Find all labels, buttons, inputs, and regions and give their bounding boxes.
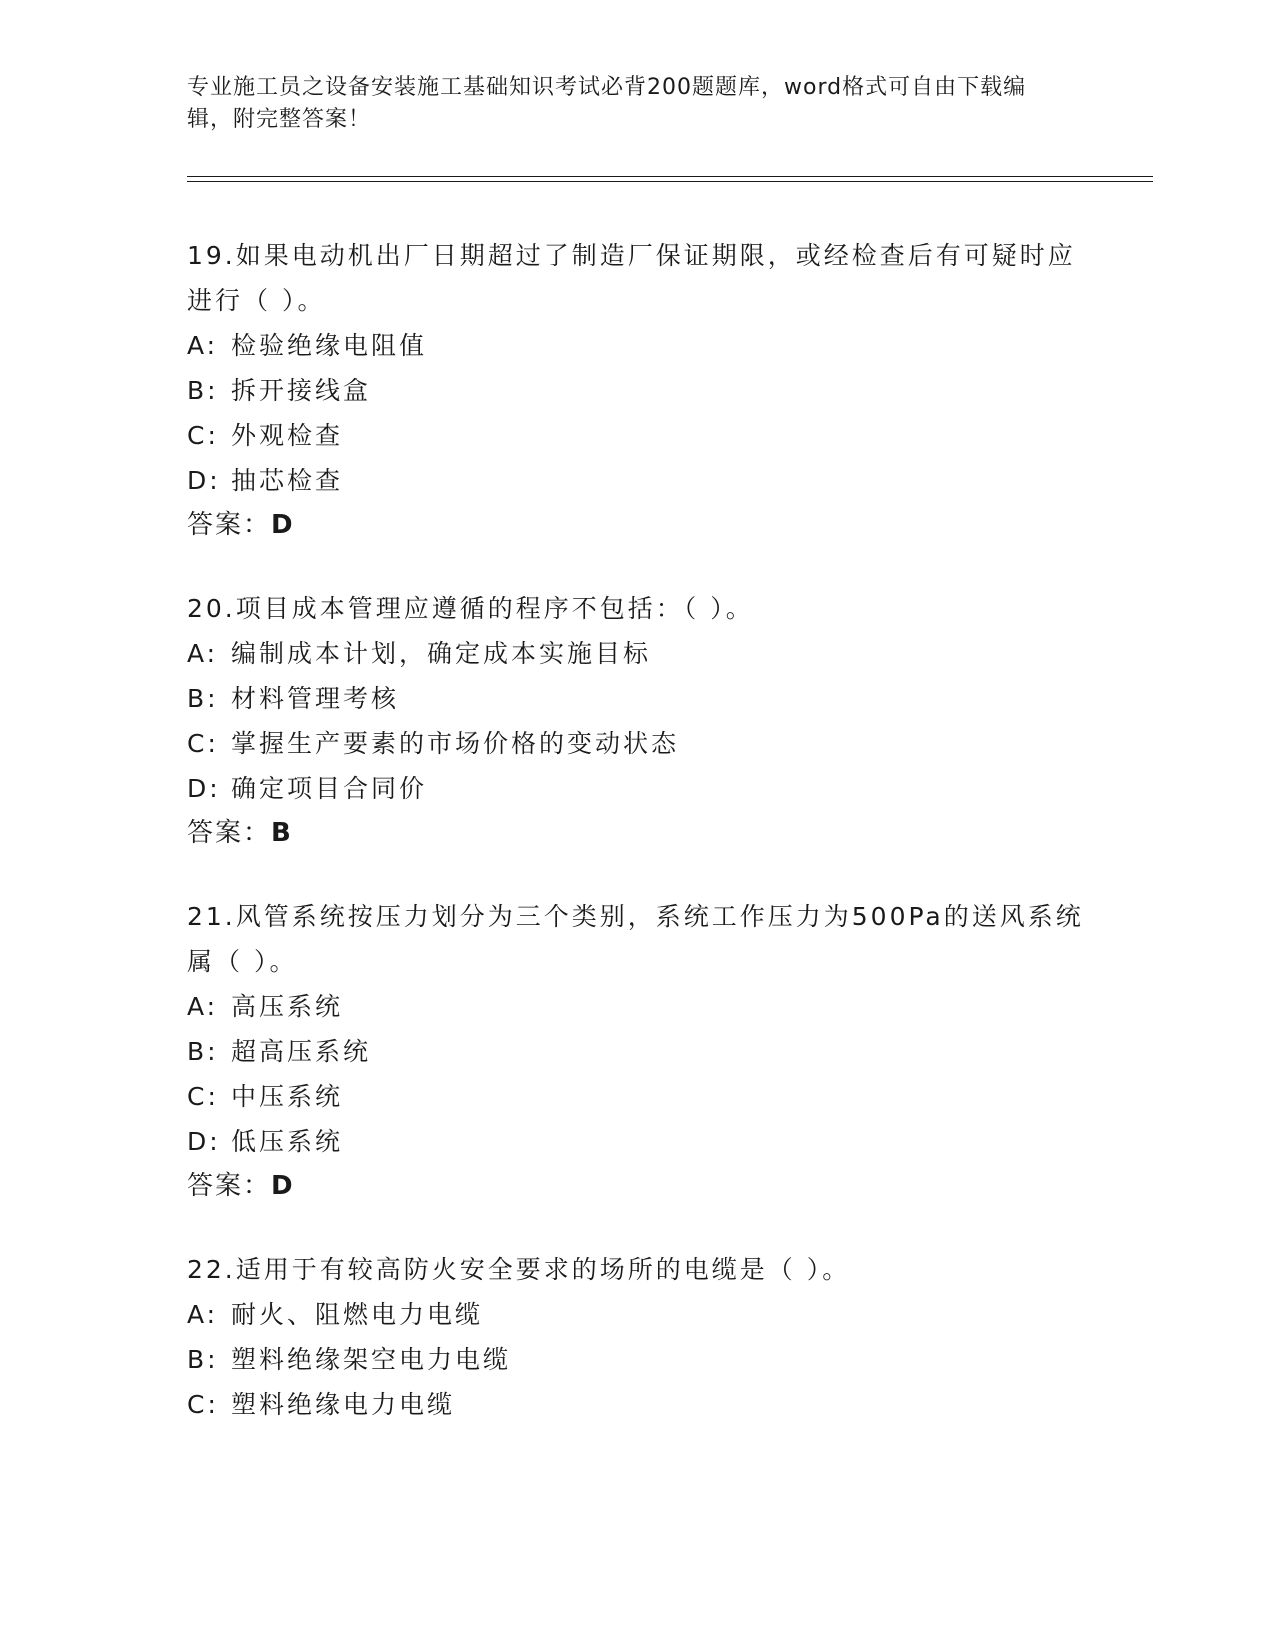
option-key: C: [187, 1082, 219, 1111]
answer-value: B [271, 818, 293, 848]
option-text: 中压系统 [231, 1082, 344, 1111]
option-key: B: [187, 1037, 219, 1066]
answer-value: D [271, 1171, 295, 1201]
option-text: 拆开接线盒 [231, 376, 372, 405]
option-d [187, 1119, 1087, 1164]
option-b [187, 1337, 1087, 1382]
option-key: A: [187, 1300, 219, 1329]
answer-line [187, 1164, 1087, 1209]
question-block [187, 586, 1087, 856]
option-key: A: [187, 639, 219, 668]
question-block [187, 1247, 1087, 1427]
option-text: 抽芯检查 [231, 466, 344, 495]
option-key: A: [187, 331, 219, 360]
option-key: D: [187, 1127, 221, 1156]
option-c [187, 1382, 1087, 1427]
option-c [187, 1074, 1087, 1119]
answer-line [187, 811, 1087, 856]
option-key: B: [187, 684, 219, 713]
header-rule-bottom [187, 181, 1153, 182]
document-header: 专业施工员之设备安装施工基础知识考试必背200题题库，word格式可自由下载编辑，附完整答案！ [187, 75, 1027, 132]
option-b [187, 676, 1087, 721]
option-text: 确定项目合同价 [231, 774, 428, 803]
option-text: 外观检查 [231, 421, 344, 450]
option-text: 耐火、阻燃电力电缆 [231, 1300, 484, 1329]
question-text: 19.如果电动机出厂日期超过了制造厂保证期限，或经检查后有可疑时应进行（ ）。 [187, 241, 1076, 315]
option-text: 超高压系统 [231, 1037, 372, 1066]
questions-list [187, 233, 1087, 1465]
option-key: D: [187, 466, 221, 495]
answer-label: 答案： [187, 1171, 272, 1201]
option-key: D: [187, 774, 221, 803]
answer-line [187, 503, 1087, 548]
answer-label: 答案： [187, 510, 272, 540]
option-text: 塑料绝缘电力电缆 [231, 1390, 456, 1419]
option-key: A: [187, 992, 219, 1021]
option-key: B: [187, 376, 219, 405]
option-key: C: [187, 1390, 219, 1419]
question-text: 20.项目成本管理应遵循的程序不包括：（ ）。 [187, 594, 754, 623]
option-a [187, 1292, 1087, 1337]
header-rule-top [187, 176, 1153, 177]
option-text: 材料管理考核 [231, 684, 400, 713]
option-key: C: [187, 421, 219, 450]
question-text: 21.风管系统按压力划分为三个类别，系统工作压力为500Pa的送风系统属（ ）。 [187, 902, 1084, 976]
option-a [187, 323, 1087, 368]
option-text: 塑料绝缘架空电力电缆 [231, 1345, 512, 1374]
option-d [187, 458, 1087, 503]
answer-value: D [271, 510, 295, 540]
option-a [187, 631, 1087, 676]
option-b [187, 368, 1087, 413]
option-text: 掌握生产要素的市场价格的变动状态 [231, 729, 680, 758]
option-a [187, 984, 1087, 1029]
option-key: C: [187, 729, 219, 758]
question-block [187, 894, 1087, 1209]
option-key: B: [187, 1345, 219, 1374]
option-b [187, 1029, 1087, 1074]
question-block [187, 233, 1087, 548]
answer-label: 答案： [187, 818, 272, 848]
option-text: 编制成本计划，确定成本实施目标 [231, 639, 652, 668]
option-c [187, 413, 1087, 458]
option-text: 检验绝缘电阻值 [231, 331, 428, 360]
option-d [187, 766, 1087, 811]
option-c [187, 721, 1087, 766]
question-text: 22.适用于有较高防火安全要求的场所的电缆是（ ）。 [187, 1255, 851, 1284]
option-text: 低压系统 [231, 1127, 344, 1156]
option-text: 高压系统 [231, 992, 344, 1021]
